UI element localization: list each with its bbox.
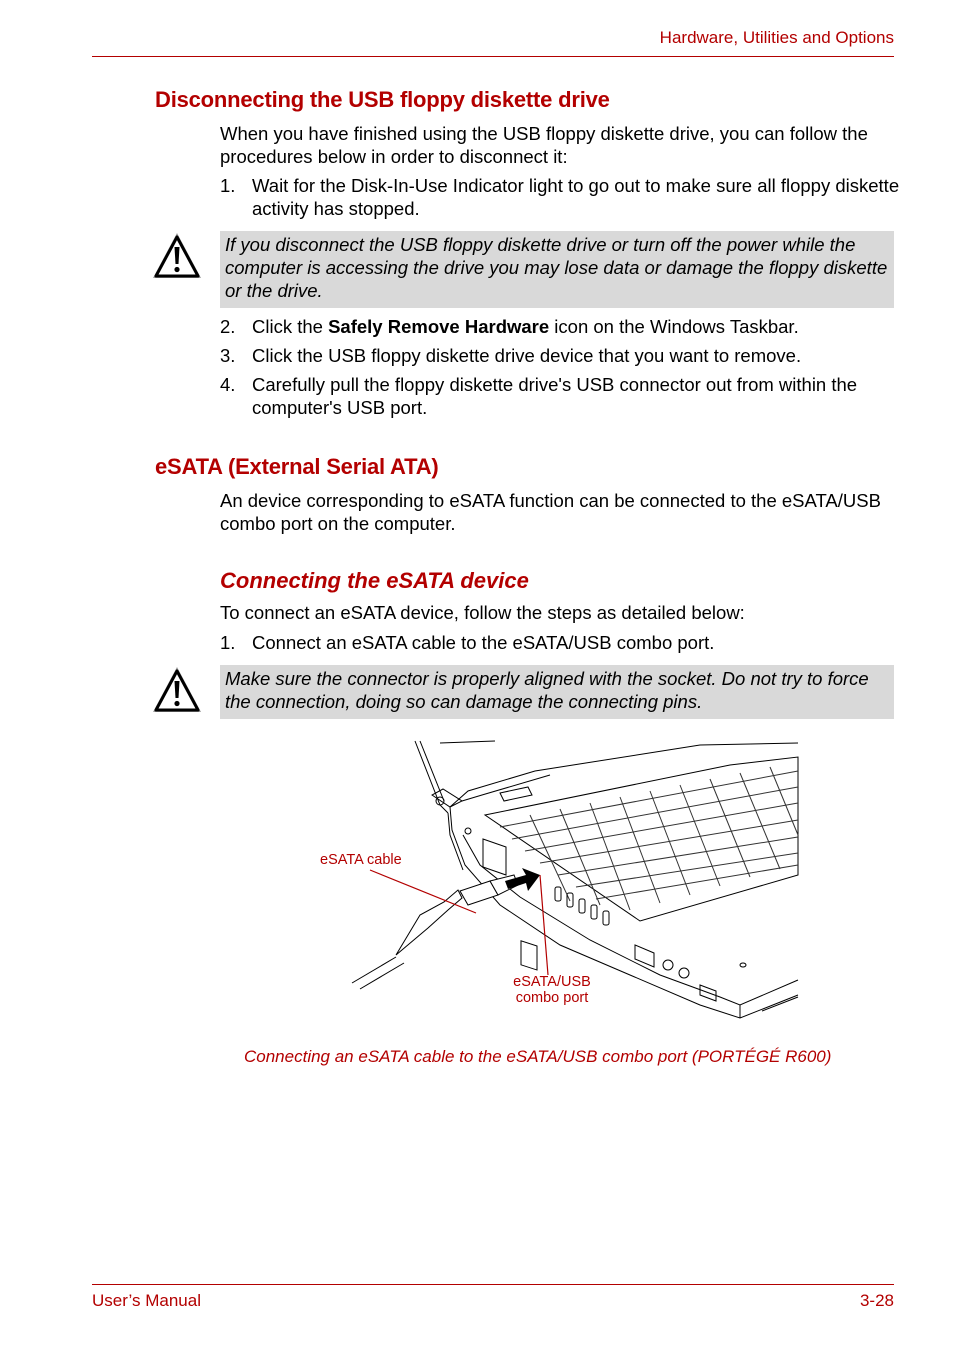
step-text: Carefully pull the floppy diskette drive's USB connector out from within the computer's USB port. xyxy=(252,374,858,418)
combo-port-label-line2: combo port xyxy=(515,990,589,1006)
subsection-heading-connecting: Connecting the eSATA device xyxy=(220,568,529,593)
list-item xyxy=(220,373,900,419)
subsection-intro: To connect an eSATA device, follow the steps as detailed below: xyxy=(220,602,745,623)
safely-remove-hardware-term: Safely Remove Hardware xyxy=(328,316,550,337)
warning-triangle-icon xyxy=(151,231,203,283)
header-rule xyxy=(92,56,894,57)
esata-usb-combo-port-label xyxy=(506,974,598,1006)
caution-note: If you disconnect the USB floppy diskette drive or turn off the power while the computer is accessing the drive you may lose data or damage the floppy diskette or the drive. xyxy=(220,231,894,308)
list-item xyxy=(220,344,900,367)
step-number: 2. xyxy=(220,316,236,337)
list-item xyxy=(220,174,900,220)
section-intro-usb-floppy: When you have finished using the USB floppy diskette drive, you can follow the procedures below in order to disconnect it: xyxy=(220,123,868,167)
figure-caption: Connecting an eSATA cable to the eSATA/USB combo port (PORTÉGÉ R600) xyxy=(244,1047,832,1066)
laptop-esata-illustration xyxy=(300,735,810,1030)
step-text-suffix: icon on the Windows Taskbar. xyxy=(549,316,799,337)
warning-triangle-icon xyxy=(151,665,203,717)
step-text: Connect an eSATA cable to the eSATA/USB combo port. xyxy=(252,632,715,653)
combo-port-label-line1: eSATA/USB xyxy=(513,974,591,990)
step-text xyxy=(252,315,900,338)
footer-manual-title: User’s Manual xyxy=(92,1291,201,1310)
esata-cable-label: eSATA cable xyxy=(320,852,402,868)
footer-rule xyxy=(92,1284,894,1285)
page-number: 3-28 xyxy=(859,1291,894,1310)
section-heading-esata: eSATA (External Serial ATA) xyxy=(155,454,439,479)
list-item xyxy=(220,631,900,654)
section-heading-usb-floppy: Disconnecting the USB floppy diskette drive xyxy=(155,87,610,112)
step-number: 4. xyxy=(220,374,236,395)
step-text: Click the USB floppy diskette drive device that you want to remove. xyxy=(252,345,802,366)
step-text: Wait for the Disk-In-Use Indicator light to go out to make sure all floppy diskette activity has stopped. xyxy=(252,175,900,219)
step-number: 3. xyxy=(220,345,236,366)
step-number: 1. xyxy=(220,175,236,196)
section-intro-esata: An device corresponding to eSATA function can be connected to the eSATA/USB combo port on the computer. xyxy=(220,490,881,534)
caution-note: Make sure the connector is properly aligned with the socket. Do not try to force the connection, doing so can damage the connecting pins. xyxy=(220,665,894,719)
step-number: 1. xyxy=(220,632,236,653)
list-item xyxy=(220,315,900,338)
running-header: Hardware, Utilities and Options xyxy=(659,28,894,47)
step-text-prefix: Click the xyxy=(252,316,329,337)
